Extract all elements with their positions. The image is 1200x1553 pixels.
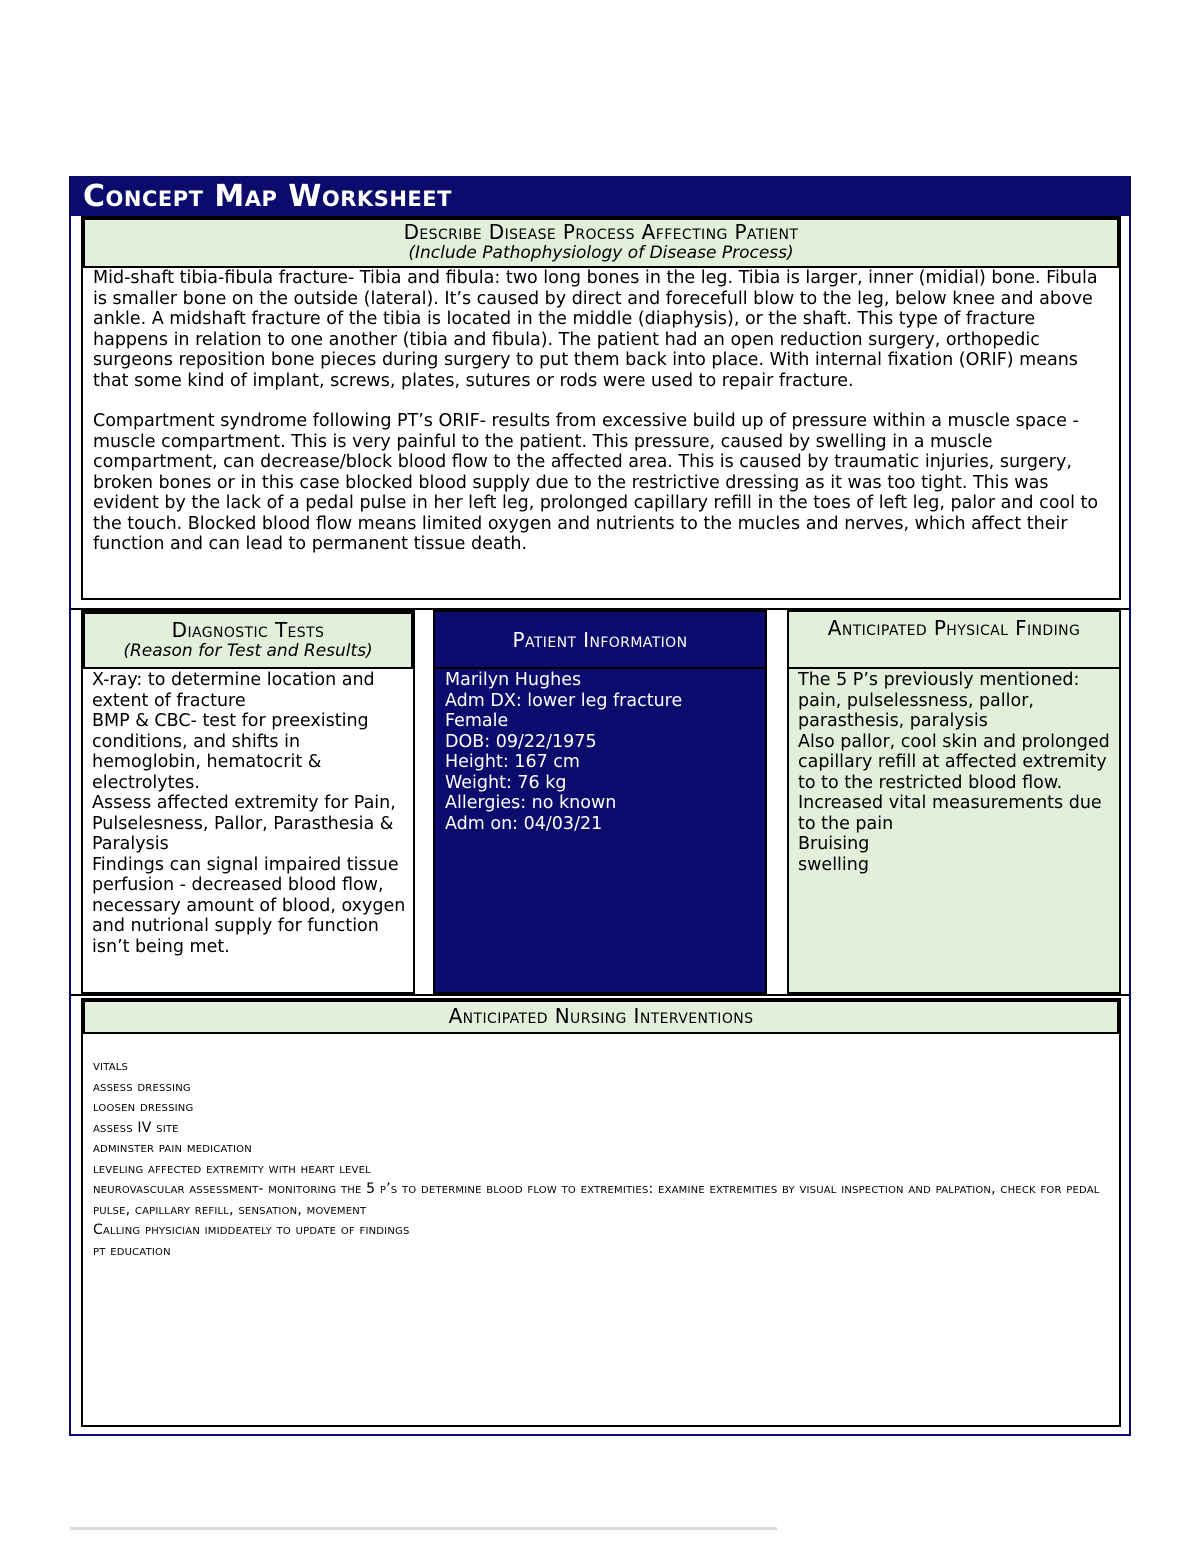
nursing-interventions-section xyxy=(81,998,1121,1427)
patient-dob: DOB: 09/22/1975 xyxy=(445,731,597,752)
list-item: neurovascular assessment- monitoring the 5 p’s to determine blood flow to extremities: examine extremities by visual inspection and palpation, check for pedal pulse, capillary refill, sensation, movement xyxy=(93,1181,1100,1218)
patient-admission-dx: Adm DX: lower leg fracture xyxy=(445,690,683,711)
patient-height: Height: 167 cm xyxy=(445,752,580,772)
diagnostic-line: X-ray: to determine location and extent of fracture xyxy=(92,670,375,711)
physical-finding-text xyxy=(798,670,1113,875)
patient-information-heading: Patient Information xyxy=(435,612,765,669)
list-item: loosen dressing xyxy=(93,1099,194,1115)
diagnostic-tests-header xyxy=(83,612,413,669)
diagnostic-line: Assess affected extremity for Pain, Pulselesness, Pallor, Parasthesia & Paralysis xyxy=(92,793,396,854)
patient-admission-date: Adm on: 04/03/21 xyxy=(445,813,603,834)
paragraph-spacer xyxy=(93,391,1111,411)
disease-process-heading: Describe Disease Process Affecting Patient xyxy=(403,220,799,244)
nursing-interventions-header xyxy=(83,1000,1119,1034)
diagnostic-line: BMP & CBC- test for preexisting conditions, and shifts in hemoglobin, hematocrit & electrolytes. xyxy=(92,711,369,793)
disease-process-header xyxy=(83,218,1119,268)
disease-paragraph: Compartment syndrome following PT’s ORIF- results from excessive build up of pressure within a muscle space - muscle compartment. This is very painful to the patient. This pressure, caused by swelling in a muscle compartment, can decrease/block blood flow to the affected area. This is caused by traumatic injuries, surgery, broken bones or in this case blocked blood supply due to the restrictive dressing as it was too tight. This was evident by the lack of a pedal pulse in her left leg, prolonged capillary refill in the toes of left leg, palor and cool to the touch. Blocked blood flow means limited oxygen and nutrients to the mucles and nerves, which affect their function and can lead to permanent tissue death. xyxy=(93,411,1099,554)
patient-allergies: Allergies: no known xyxy=(445,793,617,813)
nursing-interventions-list xyxy=(93,1056,1109,1261)
worksheet-title: Concept Map Worksheet xyxy=(83,179,452,214)
physical-line: Also pallor, cool skin and prolonged capillary refill at affected extremity to to the restricted blood flow. xyxy=(798,731,1110,793)
physical-finding-header xyxy=(789,612,1119,669)
diagnostic-line: Findings can signal impaired tissue perfusion - decreased blood flow, necessary amount of blood, oxygen and nutrional supply for function isn’t being met. xyxy=(92,854,406,957)
physical-finding-heading: Anticipated Physical Finding xyxy=(827,616,1081,640)
patient-sex: Female xyxy=(445,711,509,731)
footer-rule xyxy=(70,1527,777,1530)
nursing-interventions-heading: Anticipated Nursing Interventions xyxy=(448,1004,754,1028)
list-item: vitals xyxy=(93,1058,129,1074)
disease-process-text xyxy=(93,268,1111,555)
list-item: adminster pain medication xyxy=(93,1140,252,1156)
disease-paragraph: Mid-shaft tibia-fibula fracture- Tibia and fibula: two long bones in the leg. Tibia is larger, inner (midial) bone. Fibula is smaller bone on the outside (lateral). It’s caused by direct and forecefull blow to the leg, below knee and above ankle. A midshaft fracture of the tibia is located in the middle (diaphysis), or the shaft. This type of fracture happens in relation to one another (tibia and fibula). The patient had an open reduction surgery, orthopedic surgeons reposition bone pieces during surgery to put them back into place. With internal fixation (ORIF) means that some kind of implant, screws, plates, sutures or rods were used to repair fracture. xyxy=(93,268,1098,391)
physical-line: swelling xyxy=(798,854,869,875)
list-item: pt education xyxy=(93,1242,171,1259)
physical-line: The 5 P’s previously mentioned: pain, pulselessness, pallor, parasthesis, paralysis xyxy=(798,670,1080,731)
disease-process-subheading: (Include Pathophysiology of Disease Process) xyxy=(408,243,794,263)
patient-name: Marilyn Hughes xyxy=(445,670,582,690)
diagnostic-tests-subheading: (Reason for Test and Results) xyxy=(123,641,373,661)
section-divider xyxy=(71,994,1129,996)
diagnostic-tests-section xyxy=(81,610,415,994)
patient-information-section xyxy=(433,610,767,994)
list-item: assess dressing xyxy=(93,1078,191,1095)
patient-weight: Weight: 76 kg xyxy=(445,772,567,793)
list-item: assess IV site xyxy=(93,1119,179,1136)
physical-line: Bruising xyxy=(798,834,870,854)
concept-map-worksheet xyxy=(69,176,1131,1436)
list-item: Calling physician imiddeately to update of findings xyxy=(93,1222,410,1238)
disease-process-section xyxy=(81,216,1121,600)
diagnostic-tests-heading: Diagnostic Tests xyxy=(171,618,325,642)
title-bar xyxy=(71,178,1129,216)
list-item: leveling affected extremity with heart level xyxy=(93,1160,371,1177)
diagnostic-tests-text xyxy=(92,670,407,957)
physical-finding-section xyxy=(787,610,1121,994)
physical-line: Increased vital measurements due to the pain xyxy=(798,793,1102,834)
patient-information-text xyxy=(445,670,759,834)
